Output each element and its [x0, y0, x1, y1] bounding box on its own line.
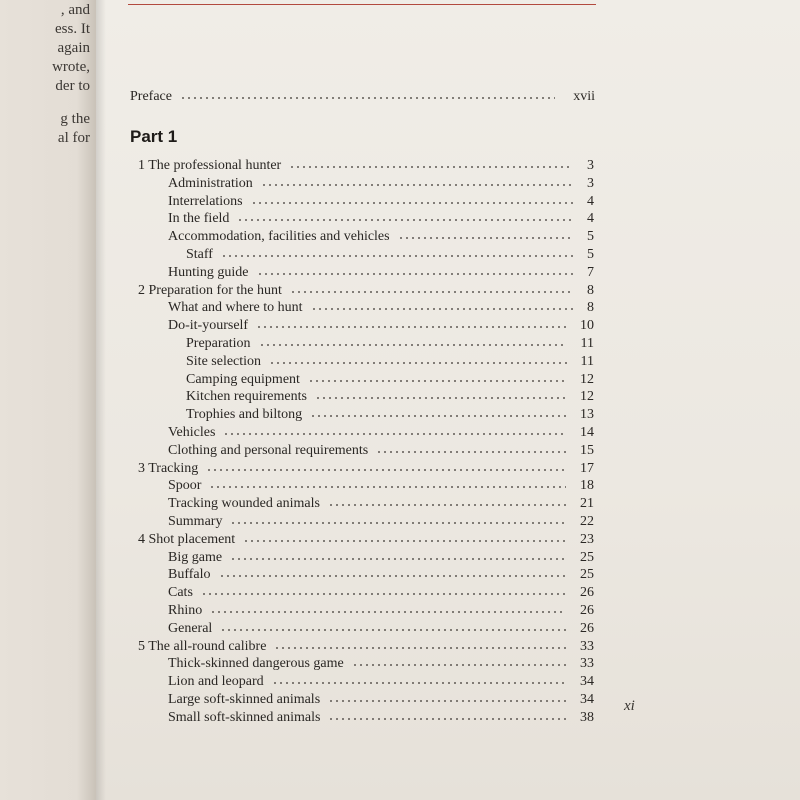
toc-entry-label: Accommodation, facilities and vehicles: [168, 229, 390, 245]
toc-leader-dots: [352, 660, 566, 670]
toc-leader-dots: [269, 358, 567, 368]
toc-entry: [186, 372, 594, 390]
toc-entry-label: 4 Shot placement: [138, 531, 236, 547]
toc-entry-page: 10: [580, 318, 594, 334]
toc-leader-dots: [315, 393, 566, 403]
header-rule: [128, 4, 596, 5]
toc-leader-dots: [237, 215, 573, 225]
toc-entry-page: 21: [580, 496, 594, 512]
toc-entry-label: Lion and leopard: [168, 674, 264, 690]
toc-entry-label: 3 Tracking: [138, 460, 199, 476]
toc-entry: [168, 176, 594, 194]
facing-text-line: ess. It: [55, 21, 90, 37]
toc-leader-dots: [257, 269, 573, 279]
toc-entry-label: Large soft-skinned animals: [168, 692, 321, 707]
toc-leader-dots: [221, 251, 573, 261]
toc-entry-page: 23: [580, 531, 594, 547]
toc-leader-dots: [311, 304, 573, 314]
toc-entry-label: What and where to hunt: [168, 300, 303, 316]
toc-leader-dots: [261, 180, 573, 190]
toc-entry: [168, 478, 594, 496]
toc-entry-label: Rhino: [168, 603, 203, 618]
toc-entry: [186, 247, 594, 265]
toc-leader-dots: [206, 465, 566, 475]
toc-entry-page: 14: [580, 425, 594, 440]
toc-entry: [168, 567, 594, 585]
toc-entry-label: Trophies and biltong: [186, 407, 303, 423]
facing-text-line: wrote,: [52, 59, 90, 75]
toc-entry-label: Site selection: [186, 353, 262, 369]
toc-entry-label: Preparation: [186, 336, 251, 351]
toc-entry-page: 34: [580, 674, 594, 690]
toc-entry: [138, 461, 594, 479]
toc-entry-page: 26: [580, 585, 594, 601]
toc-entry-label: Big game: [168, 549, 223, 565]
toc-entry-page: 25: [580, 567, 594, 583]
toc-entry-page: 5: [587, 247, 594, 262]
toc-entry: [168, 585, 594, 603]
toc-leader-dots: [272, 678, 566, 688]
facing-text-line: again: [57, 40, 90, 56]
toc-entry-label: Buffalo: [168, 567, 211, 583]
toc-leader-dots: [210, 607, 566, 617]
toc-entry: [168, 265, 594, 283]
toc-leader-dots: [289, 162, 573, 172]
toc-entry-label: Clothing and personal requirements: [168, 442, 369, 458]
toc-entry: [168, 443, 594, 461]
toc-entry-label: Vehicles: [168, 425, 216, 440]
toc-entry-label: Small soft-skinned animals: [168, 709, 321, 725]
toc-entry-label: Staff: [186, 247, 213, 262]
toc-entry: [168, 550, 594, 568]
toc-entry-page: 12: [580, 371, 594, 387]
toc-entry-page: 33: [580, 638, 594, 654]
toc-leader-dots: [209, 482, 566, 492]
toc-leader-dots: [328, 500, 566, 510]
toc-entry-page: 25: [580, 549, 594, 565]
toc-entry: [168, 211, 594, 229]
toc-entry: [186, 389, 594, 407]
toc-entry: [168, 425, 594, 443]
toc-entry-page: 4: [587, 193, 594, 209]
toc-entry: [138, 158, 594, 176]
toc-entry-label: Interrelations: [168, 193, 243, 209]
toc-leader-dots: [259, 340, 567, 350]
toc-entry: [186, 336, 594, 354]
facing-text-line: g the: [60, 111, 90, 127]
toc-entry: [168, 621, 594, 639]
facing-page: [0, 0, 96, 800]
toc-entry-page: 38: [580, 709, 594, 725]
toc-entry-page: 3: [587, 158, 594, 173]
toc-leader-dots: [310, 411, 566, 421]
toc-leader-dots: [308, 376, 566, 386]
page-gutter-shadow: [96, 0, 106, 800]
toc-leader-dots: [274, 643, 566, 653]
toc-entry-label: Tracking wounded animals: [168, 496, 320, 512]
toc-entry-page: 11: [580, 353, 594, 369]
toc-entry: [168, 603, 594, 621]
toc-entry: [168, 496, 594, 514]
toc-leader-dots: [243, 536, 566, 546]
toc-entry: [186, 354, 594, 372]
toc-entry-page: 4: [587, 211, 594, 227]
toc-entry-page: 33: [580, 656, 594, 672]
toc-entry-label: Preface: [130, 89, 172, 104]
toc-entry: [168, 300, 594, 318]
toc-entry-label: Spoor: [168, 478, 202, 494]
toc-leader-dots: [201, 589, 566, 599]
toc-entry-page: 12: [580, 389, 594, 405]
toc-entry: [168, 514, 594, 532]
toc-entry-label: Summary: [168, 514, 223, 529]
toc-leader-dots: [230, 518, 566, 528]
toc-entry: [168, 656, 594, 674]
toc-leader-dots: [219, 571, 566, 581]
toc-leader-dots: [290, 287, 573, 297]
toc-entry-page: 7: [587, 264, 594, 280]
toc-entry-label: Do-it-yourself: [168, 318, 249, 334]
toc-leader-dots: [220, 625, 566, 635]
toc-entry-label: Hunting guide: [168, 264, 249, 280]
toc-entry-page: 11: [580, 336, 594, 351]
toc-entry: [168, 710, 594, 728]
page-folio: xi: [624, 698, 635, 714]
toc-entry-label: Camping equipment: [186, 371, 300, 387]
toc-entry: [168, 229, 594, 247]
toc-entry: [138, 639, 594, 657]
toc-entry: [138, 283, 594, 301]
toc-entry-page: 8: [587, 300, 594, 316]
toc-entry-page: 17: [580, 460, 594, 476]
toc-leader-dots: [230, 554, 566, 564]
toc-entry-label: 2 Preparation for the hunt: [138, 282, 282, 298]
toc-leader-dots: [376, 447, 566, 457]
toc-entry-page: 8: [587, 282, 594, 298]
toc-preface-entry: [130, 89, 595, 107]
toc-entry: [168, 692, 594, 710]
toc-entry-page: 15: [580, 442, 594, 458]
toc-entry-page: 26: [580, 620, 594, 636]
toc-leader-dots: [328, 696, 566, 706]
toc-entry-label: General: [168, 620, 213, 636]
facing-text-line: , and: [60, 2, 90, 18]
toc-entry-page: 22: [580, 514, 594, 529]
toc-leader-dots: [398, 233, 573, 243]
toc-entry: [168, 194, 594, 212]
toc-entry-label: Kitchen requirements: [186, 389, 307, 405]
toc-entry-page: 34: [580, 692, 594, 707]
toc-entry: [138, 532, 594, 550]
toc-entry-label: 5 The all-round calibre: [138, 638, 267, 654]
toc-entry: [186, 407, 594, 425]
toc-entry-page: 5: [587, 229, 594, 245]
toc-entry-page: 13: [580, 407, 594, 423]
toc-entry-label: 1 The professional hunter: [138, 158, 282, 173]
toc-leader-dots: [328, 714, 566, 724]
toc-leader-dots: [223, 429, 566, 439]
toc-leader-dots: [256, 322, 566, 332]
toc-entry-page: xvii: [573, 89, 595, 104]
toc-entry: [168, 674, 594, 692]
toc-entry-label: Administration: [168, 175, 253, 191]
toc-entry-page: 3: [587, 175, 594, 191]
toc-entry-page: 26: [580, 603, 594, 618]
toc-entry-label: In the field: [168, 211, 230, 227]
toc-entry-label: Cats: [168, 585, 193, 601]
toc-entry: [168, 318, 594, 336]
toc-leader-dots: [180, 93, 555, 103]
toc-leader-dots: [251, 198, 573, 208]
facing-text-line: al for: [57, 130, 90, 146]
part-heading: Part 1: [130, 127, 178, 146]
toc-entry-page: 18: [580, 478, 594, 494]
toc-entry-label: Thick-skinned dangerous game: [168, 656, 344, 672]
facing-text-line: der to: [55, 78, 90, 94]
